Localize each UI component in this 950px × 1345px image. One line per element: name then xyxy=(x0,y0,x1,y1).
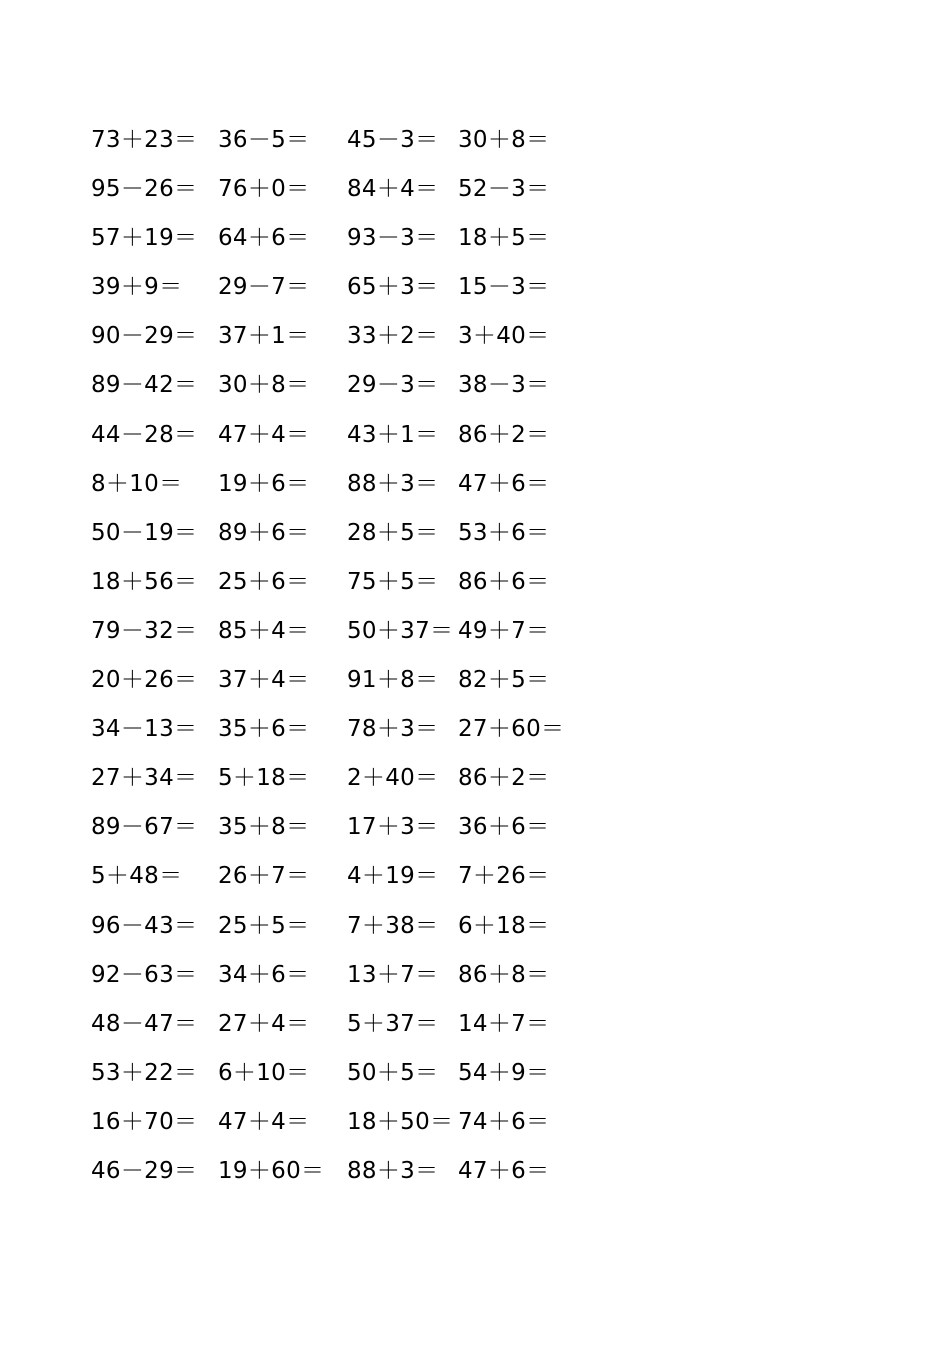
arithmetic-problem: 53＋6＝ xyxy=(458,519,550,546)
arithmetic-problem: 5＋37＝ xyxy=(347,1010,439,1037)
arithmetic-problem: 5＋18＝ xyxy=(218,765,310,792)
arithmetic-problem: 28＋5＝ xyxy=(347,519,439,546)
arithmetic-problem: 49＋7＝ xyxy=(458,617,550,644)
arithmetic-problem: 30＋8＝ xyxy=(458,127,550,153)
arithmetic-problem: 75＋5＝ xyxy=(347,568,439,595)
arithmetic-problem: 34－13＝ xyxy=(91,716,198,743)
arithmetic-problem: 29－7＝ xyxy=(218,274,310,301)
arithmetic-problem: 15－3＝ xyxy=(458,274,550,301)
arithmetic-problem: 4＋19＝ xyxy=(347,863,439,890)
arithmetic-problem: 90－29＝ xyxy=(91,323,198,350)
arithmetic-problem: 50－19＝ xyxy=(91,519,198,546)
arithmetic-problem: 86＋8＝ xyxy=(458,961,550,988)
arithmetic-problem: 13＋7＝ xyxy=(347,961,439,988)
arithmetic-problem: 48－47＝ xyxy=(91,1010,198,1037)
arithmetic-problem: 47＋6＝ xyxy=(458,1157,550,1184)
arithmetic-problem: 6＋10＝ xyxy=(218,1059,310,1086)
arithmetic-problem: 92－63＝ xyxy=(91,961,198,988)
arithmetic-problem: 2＋40＝ xyxy=(347,765,439,792)
arithmetic-problem: 50＋37＝ xyxy=(347,617,454,644)
arithmetic-problem: 19＋60＝ xyxy=(218,1157,325,1184)
arithmetic-problem: 53＋22＝ xyxy=(91,1059,198,1086)
arithmetic-problem: 82＋5＝ xyxy=(458,667,550,694)
arithmetic-problem: 18＋5＝ xyxy=(458,225,550,252)
arithmetic-problem: 47＋4＝ xyxy=(218,1108,310,1135)
arithmetic-problem: 54＋9＝ xyxy=(458,1059,550,1086)
arithmetic-problem: 47＋6＝ xyxy=(458,470,550,497)
arithmetic-problem: 76＋0＝ xyxy=(218,176,310,203)
arithmetic-problem: 78＋3＝ xyxy=(347,716,439,743)
arithmetic-problem: 17＋3＝ xyxy=(347,814,439,841)
arithmetic-problem: 96－43＝ xyxy=(91,912,198,939)
arithmetic-problem: 73＋23＝ xyxy=(91,127,198,153)
arithmetic-problem: 27＋34＝ xyxy=(91,765,198,792)
arithmetic-problem: 84＋4＝ xyxy=(347,176,439,203)
arithmetic-problem: 36－5＝ xyxy=(218,127,310,153)
arithmetic-problem: 37＋1＝ xyxy=(218,323,310,350)
arithmetic-problem: 36＋6＝ xyxy=(458,814,550,841)
arithmetic-problem: 16＋70＝ xyxy=(91,1108,198,1135)
arithmetic-problem: 89＋6＝ xyxy=(218,519,310,546)
arithmetic-problem: 52－3＝ xyxy=(458,176,550,203)
arithmetic-problem: 3＋40＝ xyxy=(458,323,550,350)
arithmetic-problem: 44－28＝ xyxy=(91,421,198,448)
arithmetic-problem: 14＋7＝ xyxy=(458,1010,550,1037)
arithmetic-problem: 64＋6＝ xyxy=(218,225,310,252)
arithmetic-problem: 38－3＝ xyxy=(458,372,550,399)
arithmetic-problem: 27＋60＝ xyxy=(458,716,565,743)
arithmetic-problem: 85＋4＝ xyxy=(218,617,310,644)
arithmetic-problem: 88＋3＝ xyxy=(347,470,439,497)
arithmetic-problem: 29－3＝ xyxy=(347,372,439,399)
arithmetic-problem: 20＋26＝ xyxy=(91,667,198,694)
arithmetic-problem: 35＋8＝ xyxy=(218,814,310,841)
arithmetic-problem: 86＋2＝ xyxy=(458,765,550,792)
arithmetic-problem: 18＋50＝ xyxy=(347,1108,454,1135)
arithmetic-problem: 30＋8＝ xyxy=(218,372,310,399)
arithmetic-problem: 25＋5＝ xyxy=(218,912,310,939)
arithmetic-problem: 25＋6＝ xyxy=(218,568,310,595)
arithmetic-problem: 65＋3＝ xyxy=(347,274,439,301)
arithmetic-problem: 89－42＝ xyxy=(91,372,198,399)
arithmetic-problem: 79－32＝ xyxy=(91,617,198,644)
arithmetic-problem: 88＋3＝ xyxy=(347,1157,439,1184)
arithmetic-problem: 34＋6＝ xyxy=(218,961,310,988)
arithmetic-problem: 86＋6＝ xyxy=(458,568,550,595)
arithmetic-problem: 86＋2＝ xyxy=(458,421,550,448)
arithmetic-problem: 43＋1＝ xyxy=(347,421,439,448)
arithmetic-problem: 35＋6＝ xyxy=(218,716,310,743)
arithmetic-problem: 6＋18＝ xyxy=(458,912,550,939)
arithmetic-problem: 57＋19＝ xyxy=(91,225,198,252)
arithmetic-problem: 74＋6＝ xyxy=(458,1108,550,1135)
arithmetic-problem: 8＋10＝ xyxy=(91,470,183,497)
arithmetic-problem: 95－26＝ xyxy=(91,176,198,203)
arithmetic-problem: 5＋48＝ xyxy=(91,863,183,890)
arithmetic-problem: 19＋6＝ xyxy=(218,470,310,497)
arithmetic-problem: 37＋4＝ xyxy=(218,667,310,694)
arithmetic-problem: 50＋5＝ xyxy=(347,1059,439,1086)
arithmetic-problem: 7＋38＝ xyxy=(347,912,439,939)
arithmetic-problem: 18＋56＝ xyxy=(91,568,198,595)
arithmetic-problem: 46－29＝ xyxy=(91,1157,198,1184)
arithmetic-problem: 45－3＝ xyxy=(347,127,439,153)
arithmetic-problem: 91＋8＝ xyxy=(347,667,439,694)
arithmetic-problem: 27＋4＝ xyxy=(218,1010,310,1037)
arithmetic-problem: 39＋9＝ xyxy=(91,274,183,301)
arithmetic-problem: 26＋7＝ xyxy=(218,863,310,890)
arithmetic-problem: 47＋4＝ xyxy=(218,421,310,448)
arithmetic-problem: 93－3＝ xyxy=(347,225,439,252)
arithmetic-problem: 89－67＝ xyxy=(91,814,198,841)
arithmetic-problem: 7＋26＝ xyxy=(458,863,550,890)
arithmetic-problem: 33＋2＝ xyxy=(347,323,439,350)
